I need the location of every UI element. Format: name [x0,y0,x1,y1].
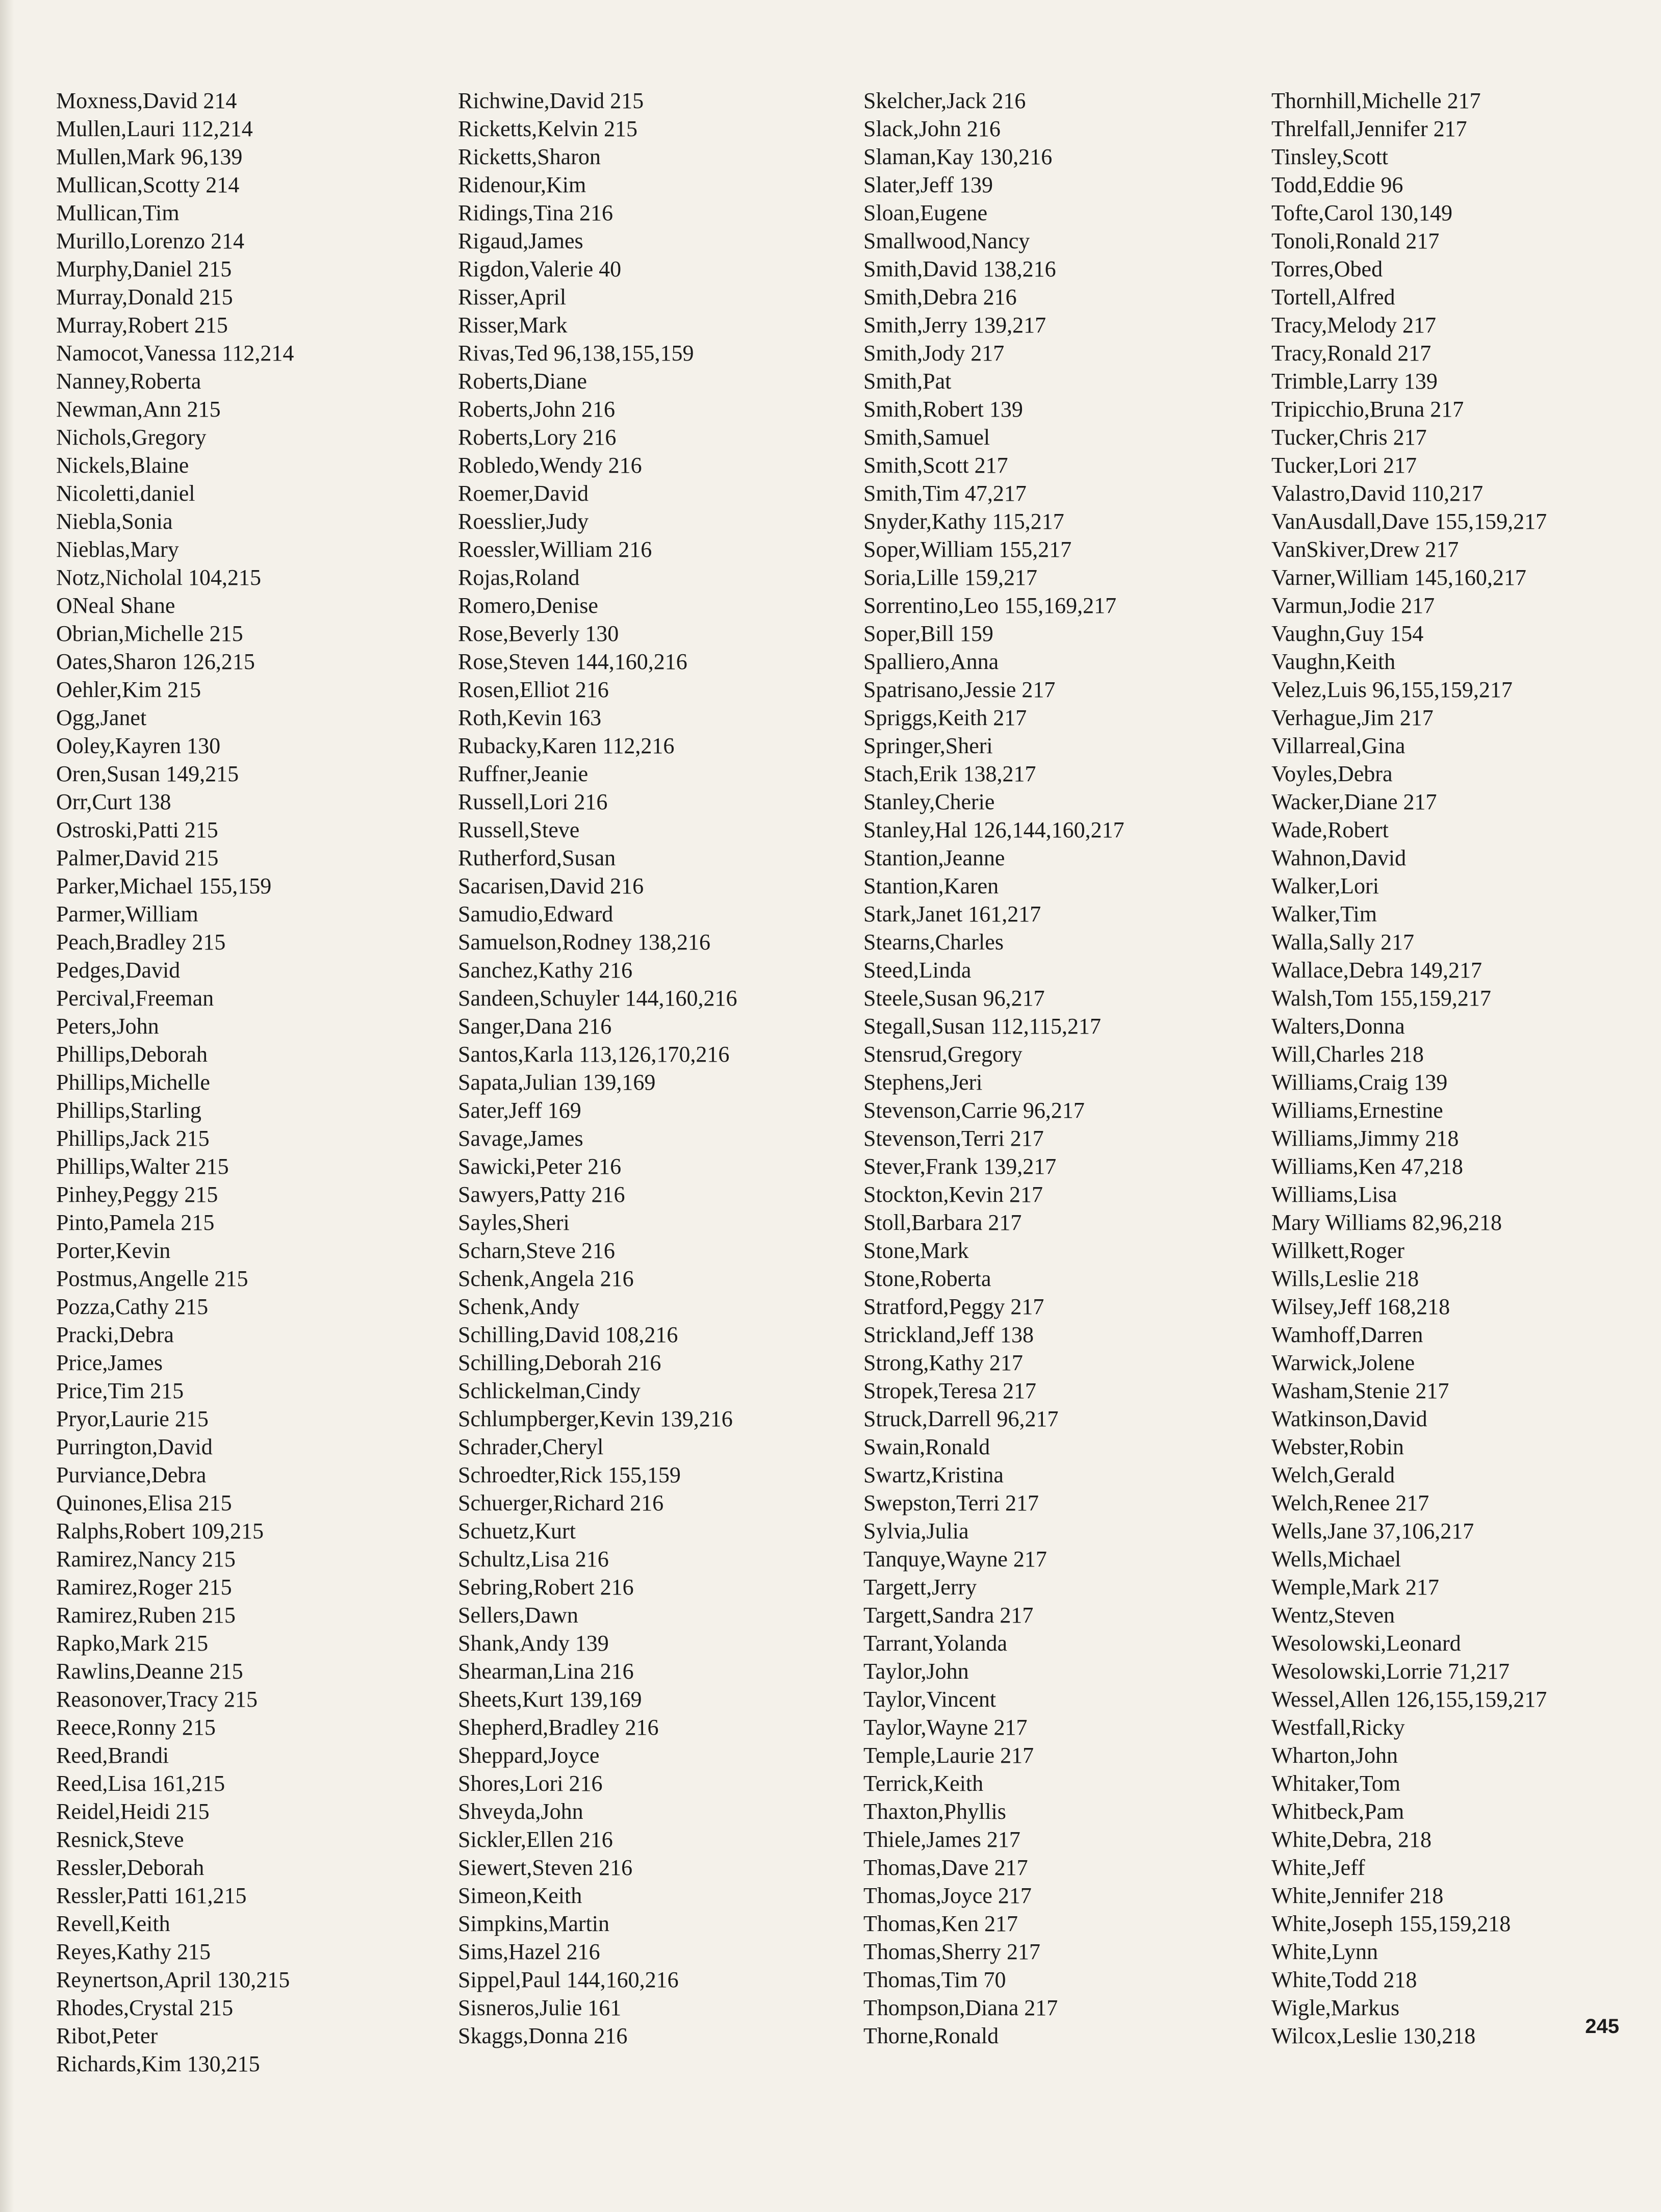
index-entry: Walker,Tim [1271,902,1377,927]
index-entry: Siewert,Steven 216 [458,1855,633,1880]
index-entry: Stratford,Peggy 217 [863,1294,1044,1319]
index-entry: Simpkins,Martin [458,1911,610,1936]
index-entry: Murray,Donald 215 [56,285,233,310]
index-entry: Schultz,Lisa 216 [458,1547,609,1572]
index-entry: Welch,Renee 217 [1271,1490,1429,1515]
index-entry: Murray,Robert 215 [56,313,228,338]
index-entry: Tracy,Ronald 217 [1271,341,1432,366]
index-entry: Voyles,Debra [1271,761,1393,786]
index-entry: Soria,Lille 159,217 [863,565,1037,590]
index-entry: Williams,Ken 47,218 [1271,1154,1463,1179]
index-entry: Tripicchio,Bruna 217 [1271,397,1464,422]
index-entry: Schenk,Angela 216 [458,1266,634,1291]
index-entry: Trimble,Larry 139 [1271,369,1438,394]
index-entry: Walker,Lori [1271,873,1379,898]
index-entry: Williams,Craig 139 [1271,1070,1448,1095]
index-entry: White,Joseph 155,159,218 [1271,1911,1511,1936]
index-entry: Palmer,David 215 [56,845,219,870]
index-entry: Schuetz,Kurt [458,1519,576,1544]
index-entry: Reed,Lisa 161,215 [56,1771,225,1796]
index-entry: Stevenson,Terri 217 [863,1126,1044,1151]
index-entry: Vaughn,Keith [1271,649,1396,674]
index-entry: Sapata,Julian 139,169 [458,1070,656,1095]
index-entry: Wilcox,Leslie 130,218 [1271,2023,1476,2048]
index-entry: Nieblas,Mary [56,537,179,562]
index-entry: Tortell,Alfred [1271,285,1395,310]
index-entry: Mullican,Tim [56,200,180,225]
index-entry: Spatrisano,Jessie 217 [863,677,1056,702]
index-entry: Varmun,Jodie 217 [1271,593,1435,618]
index-entry: Velez,Luis 96,155,159,217 [1271,677,1513,702]
index-entry: Sandeen,Schuyler 144,160,216 [458,986,737,1011]
index-entry: Phillips,Deborah [56,1042,208,1067]
index-entry: Soper,William 155,217 [863,537,1072,562]
index-entry: Sanchez,Kathy 216 [458,958,633,983]
index-entry: Taylor,Wayne 217 [863,1715,1028,1740]
index-entry: Slaman,Kay 130,216 [863,144,1053,169]
index-entry: Price,Tim 215 [56,1378,184,1403]
index-entry: Stantion,Jeanne [863,845,1005,870]
index-entry: Thornhill,Michelle 217 [1271,88,1481,113]
index-entry: Pinhey,Peggy 215 [56,1182,218,1207]
index-entry: Stensrud,Gregory [863,1042,1023,1067]
index-entry: Smith,Tim 47,217 [863,481,1027,506]
index-entry: Torres,Obed [1271,256,1383,281]
index-entry: Tofte,Carol 130,149 [1271,200,1452,225]
index-entry: Wallace,Debra 149,217 [1271,958,1483,983]
index-entry: White,Lynn [1271,1939,1378,1964]
index-entry: Rosen,Elliot 216 [458,677,609,702]
index-entry: Shearman,Lina 216 [458,1659,634,1684]
index-entry: Mary Williams 82,96,218 [1271,1210,1502,1235]
index-entry: Percival,Freeman [56,986,214,1011]
index-entry: Phillips,Walter 215 [56,1154,229,1179]
index-entry: Shepherd,Bradley 216 [458,1715,659,1740]
index-entry: VanAusdall,Dave 155,159,217 [1271,509,1547,534]
index-entry: Moxness,David 214 [56,88,237,113]
index-entry: Schilling,Deborah 216 [458,1350,661,1375]
index-entry: Smith,David 138,216 [863,256,1056,281]
index-entry: Todd,Eddie 96 [1271,172,1403,197]
index-entry: Smith,Pat [863,369,952,394]
index-entry: Tanquye,Wayne 217 [863,1547,1047,1572]
index-entry: Wentz,Steven [1271,1603,1395,1628]
index-entry: Schuerger,Richard 216 [458,1490,664,1515]
index-entry: Ramirez,Nancy 215 [56,1547,236,1572]
index-entry: Wilsey,Jeff 168,218 [1271,1294,1450,1319]
index-entry: Wesolowski,Leonard [1271,1631,1461,1656]
index-entry: Orr,Curt 138 [56,789,171,814]
index-entry: Nanney,Roberta [56,369,201,394]
index-entry: Ridenour,Kim [458,172,586,197]
index-entry: Ooley,Kayren 130 [56,733,221,758]
index-entry: Scharn,Steve 216 [458,1238,615,1263]
index-entry: Sylvia,Julia [863,1519,969,1544]
index-entry: White,Jennifer 218 [1271,1883,1444,1908]
index-entry: Thomas,Ken 217 [863,1911,1018,1936]
index-entry: Rojas,Roland [458,565,580,590]
index-entry: Stanley,Hal 126,144,160,217 [863,817,1125,842]
index-entry: Slater,Jeff 139 [863,172,993,197]
index-column-4 [1271,87,1659,2050]
index-entry: Ramirez,Ruben 215 [56,1603,236,1628]
index-entry: Roemer,David [458,481,589,506]
index-entry: Ramirez,Roger 215 [56,1575,232,1600]
index-entry: Postmus,Angelle 215 [56,1266,248,1291]
index-entry: Schroedter,Rick 155,159 [458,1462,681,1487]
index-entry: Reynertson,April 130,215 [56,1967,290,1992]
index-entry: Wills,Leslie 218 [1271,1266,1419,1291]
index-entry: Shveyda,John [458,1799,583,1824]
index-entry: Peach,Bradley 215 [56,930,226,955]
index-entry: Wahnon,David [1271,845,1407,870]
index-entry: Welch,Gerald [1271,1462,1395,1487]
index-entry: Oates,Sharon 126,215 [56,649,255,674]
index-entry: Threlfall,Jennifer 217 [1271,116,1467,141]
index-entry: Wamhoff,Darren [1271,1322,1423,1347]
index-entry: Santos,Karla 113,126,170,216 [458,1042,730,1067]
index-entry: Williams,Jimmy 218 [1271,1126,1459,1151]
index-entry: Valastro,David 110,217 [1271,481,1484,506]
index-entry: Ralphs,Robert 109,215 [56,1519,264,1544]
index-entry: Tucker,Lori 217 [1271,453,1417,478]
index-entry: Sheppard,Joyce [458,1743,600,1768]
index-column-3 [863,87,1251,2050]
index-entry: Smith,Jerry 139,217 [863,313,1046,338]
index-entry: Wessel,Allen 126,155,159,217 [1271,1687,1547,1712]
index-entry: Thompson,Diana 217 [863,1995,1058,2020]
index-entry: Nichols,Gregory [56,425,207,450]
index-entry: Phillips,Jack 215 [56,1126,210,1151]
index-entry: Smith,Robert 139 [863,397,1023,422]
index-entry: Tucker,Chris 217 [1271,425,1427,450]
index-column-2 [458,87,846,2050]
index-entry: Wacker,Diane 217 [1271,789,1437,814]
index-entry: Parmer,William [56,902,198,927]
index-entry: Thomas,Joyce 217 [863,1883,1032,1908]
index-entry: Stone,Mark [863,1238,969,1263]
index-entry: Rose,Beverly 130 [458,621,619,646]
index-entry: Revell,Keith [56,1911,170,1936]
index-entry: Stockton,Kevin 217 [863,1182,1043,1207]
index-entry: Ruffner,Jeanie [458,761,589,786]
index-entry: Reyes,Kathy 215 [56,1939,211,1964]
index-entry: Oren,Susan 149,215 [56,761,239,786]
index-entry: Parker,Michael 155,159 [56,873,272,898]
index-entry: Washam,Stenie 217 [1271,1378,1449,1403]
index-entry: Stevenson,Carrie 96,217 [863,1098,1085,1123]
index-entry: Ostroski,Patti 215 [56,817,218,842]
index-entry: Schlickelman,Cindy [458,1378,641,1403]
index-entry: Simeon,Keith [458,1883,582,1908]
index-entry: Walters,Donna [1271,1014,1405,1039]
index-entry: Reidel,Heidi 215 [56,1799,210,1824]
index-entry: Roberts,Lory 216 [458,425,617,450]
index-entry: Steed,Linda [863,958,972,983]
index-entry: Shank,Andy 139 [458,1631,609,1656]
page-number: 245 [1585,2015,1619,2038]
index-entry: Reed,Brandi [56,1743,169,1768]
index-entry: Resnick,Steve [56,1827,184,1852]
index-entry: Wemple,Mark 217 [1271,1575,1439,1600]
index-entry: Risser,Mark [458,313,568,338]
index-entry: Thaxton,Phyllis [863,1799,1006,1824]
index-entry: Ogg,Janet [56,705,147,730]
index-entry: Wells,Jane 37,106,217 [1271,1519,1474,1544]
index-entry: Thomas,Tim 70 [863,1967,1006,1992]
index-entry: Westfall,Ricky [1271,1715,1405,1740]
index-entry: Pedges,David [56,958,181,983]
index-entry: Taylor,Vincent [863,1687,996,1712]
index-entry: Robledo,Wendy 216 [458,453,642,478]
index-entry: Stearns,Charles [863,930,1004,955]
index-entry: Sloan,Eugene [863,200,988,225]
index-entry: Stephens,Jeri [863,1070,983,1095]
index-entry: Sawyers,Patty 216 [458,1182,625,1207]
index-entry: Sisneros,Julie 161 [458,1995,622,2020]
index-entry: Stark,Janet 161,217 [863,902,1041,927]
index-entry: Varner,William 145,160,217 [1271,565,1526,590]
index-entry: Pryor,Laurie 215 [56,1406,209,1431]
index-entry: Mullen,Lauri 112,214 [56,116,253,141]
index-entry: Price,James [56,1350,163,1375]
index-entry: Tarrant,Yolanda [863,1631,1008,1656]
index-entry: Skelcher,Jack 216 [863,88,1026,113]
index-entry: Tracy,Melody 217 [1271,313,1437,338]
index-entry: Sims,Hazel 216 [458,1939,600,1964]
index-entry: Vaughn,Guy 154 [1271,621,1424,646]
index-entry: Watkinson,David [1271,1406,1427,1431]
index-entry: Schrader,Cheryl [458,1434,604,1459]
index-entry: Newman,Ann 215 [56,397,221,422]
index-entry: Phillips,Michelle [56,1070,210,1095]
index-entry: Strickland,Jeff 138 [863,1322,1034,1347]
index-entry: Thomas,Dave 217 [863,1855,1028,1880]
index-entry: Wells,Michael [1271,1547,1401,1572]
index-entry: Pinto,Pamela 215 [56,1210,215,1235]
index-entry: Mullican,Scotty 214 [56,172,240,197]
index-entry: Sorrentino,Leo 155,169,217 [863,593,1117,618]
index-entry: Struck,Darrell 96,217 [863,1406,1059,1431]
index-entry: Rhodes,Crystal 215 [56,1995,234,2020]
index-entry: Stropek,Teresa 217 [863,1378,1037,1403]
index-entry: Obrian,Michelle 215 [56,621,243,646]
index-entry: Stoll,Barbara 217 [863,1210,1022,1235]
index-entry: White,Todd 218 [1271,1967,1417,1992]
index-entry: Savage,James [458,1126,583,1151]
index-entry: Schenk,Andy [458,1294,580,1319]
index-entry: Stegall,Susan 112,115,217 [863,1014,1102,1039]
index-entry: Mullen,Mark 96,139 [56,144,243,169]
index-entry: Sellers,Dawn [458,1603,578,1628]
index-entry: White,Debra, 218 [1271,1827,1432,1852]
page-gutter-shadow [0,0,14,2212]
index-entry: Notz,Nicholal 104,215 [56,565,262,590]
index-entry: Shores,Lori 216 [458,1771,603,1796]
index-entry: Sheets,Kurt 139,169 [458,1687,642,1712]
index-entry: Stever,Frank 139,217 [863,1154,1057,1179]
index-entry: Roth,Kevin 163 [458,705,602,730]
index-entry: Pozza,Cathy 215 [56,1294,209,1319]
index-entry: Sickler,Ellen 216 [458,1827,613,1852]
index-entry: ONeal Shane [56,593,175,618]
index-entry: Spalliero,Anna [863,649,999,674]
index-entry: Ricketts,Kelvin 215 [458,116,637,141]
index-entry: Sebring,Robert 216 [458,1575,634,1600]
index-entry: Sawicki,Peter 216 [458,1154,622,1179]
index-entry: Wigle,Markus [1271,1995,1400,2020]
index-entry: Williams,Ernestine [1271,1098,1443,1123]
index-entry: Sacarisen,David 216 [458,873,644,898]
index-entry: Smith,Debra 216 [863,285,1017,310]
index-entry: Ricketts,Sharon [458,144,601,169]
index-entry: Wade,Robert [1271,817,1389,842]
index-entry: Risser,April [458,285,567,310]
index-entry: Sayles,Sheri [458,1210,570,1235]
index-entry: Swepston,Terri 217 [863,1490,1039,1515]
index-entry: Quinones,Elisa 215 [56,1490,232,1515]
index-entry: Roberts,John 216 [458,397,615,422]
index-entry: Pracki,Debra [56,1322,174,1347]
index-entry: Nicoletti,daniel [56,481,195,506]
index-entry: Romero,Denise [458,593,598,618]
index-entry: Warwick,Jolene [1271,1350,1415,1375]
index-entry: Stone,Roberta [863,1266,991,1291]
index-entry: Williams,Lisa [1271,1182,1397,1207]
index-entry: Ridings,Tina 216 [458,200,614,225]
index-entry: Smallwood,Nancy [863,228,1030,253]
index-entry: Roesslier,Judy [458,509,589,534]
index-entry: Springer,Sheri [863,733,993,758]
index-entry: Richards,Kim 130,215 [56,2051,260,2076]
index-entry: Ribot,Peter [56,2023,158,2048]
index-entry: Thiele,James 217 [863,1827,1020,1852]
index-entry: Wharton,John [1271,1743,1398,1768]
index-entry: Nickels,Blaine [56,453,189,478]
index-entry: Snyder,Kathy 115,217 [863,509,1064,534]
index-entry: Rubacky,Karen 112,216 [458,733,675,758]
index-entry: Sanger,Dana 216 [458,1014,612,1039]
index-entry: Will,Charles 218 [1271,1042,1424,1067]
index-entry: Ressler,Deborah [56,1855,205,1880]
index-entry: Schilling,David 108,216 [458,1322,678,1347]
index-entry: Purrington,David [56,1434,213,1459]
index-entry: Reece,Ronny 215 [56,1715,216,1740]
index-entry: Smith,Jody 217 [863,341,1005,366]
index-entry: Steele,Susan 96,217 [863,986,1045,1011]
index-column-1 [56,87,444,2078]
index-entry: Slack,John 216 [863,116,1001,141]
index-entry: Murphy,Daniel 215 [56,256,232,281]
index-entry: Niebla,Sonia [56,509,173,534]
index-entry: Murillo,Lorenzo 214 [56,228,245,253]
index-entry: Rigaud,James [458,228,583,253]
index-entry: Targett,Sandra 217 [863,1603,1034,1628]
index-entry: Walla,Sally 217 [1271,930,1414,955]
index-entry: Smith,Samuel [863,425,990,450]
index-entry: Sater,Jeff 169 [458,1098,581,1123]
index-entry: Tonoli,Ronald 217 [1271,228,1440,253]
index-entry: Schlumpberger,Kevin 139,216 [458,1406,733,1431]
index-entry: Skaggs,Donna 216 [458,2023,628,2048]
index-entry: Samudio,Edward [458,902,614,927]
index-entry: Whitaker,Tom [1271,1771,1400,1796]
index-entry: Purviance,Debra [56,1462,207,1487]
index-entry: Samuelson,Rodney 138,216 [458,930,710,955]
index-entry: Swartz,Kristina [863,1462,1004,1487]
index-entry: Webster,Robin [1271,1434,1404,1459]
index-entry: Walsh,Tom 155,159,217 [1271,986,1491,1011]
index-entry: Whitbeck,Pam [1271,1799,1404,1824]
index-entry: Swain,Ronald [863,1434,990,1459]
index-entry: Rivas,Ted 96,138,155,159 [458,341,694,366]
index-entry: Tinsley,Scott [1271,144,1389,169]
index-entry: Roessler,William 216 [458,537,652,562]
index-entry: Smith,Scott 217 [863,453,1008,478]
index-entry: Russell,Lori 216 [458,789,608,814]
index-entry: Wesolowski,Lorrie 71,217 [1271,1659,1510,1684]
index-entry: Temple,Laurie 217 [863,1743,1034,1768]
index-entry: Roberts,Diane [458,369,587,394]
index-entry: Rutherford,Susan [458,845,616,870]
index-entry: Soper,Bill 159 [863,621,993,646]
index-entry: Richwine,David 215 [458,88,644,113]
index-entry: Rigdon,Valerie 40 [458,256,622,281]
index-entry: Rawlins,Deanne 215 [56,1659,243,1684]
index-entry: White,Jeff [1271,1855,1365,1880]
index-entry: Terrick,Keith [863,1771,984,1796]
index-entry: Ressler,Patti 161,215 [56,1883,247,1908]
index-entry: Taylor,John [863,1659,969,1684]
index-entry: Rose,Steven 144,160,216 [458,649,687,674]
index-entry: Strong,Kathy 217 [863,1350,1023,1375]
index-entry: Rapko,Mark 215 [56,1631,209,1656]
index-entry: VanSkiver,Drew 217 [1271,537,1459,562]
index-entry: Phillips,Starling [56,1098,201,1123]
index-entry: Russell,Steve [458,817,580,842]
index-entry: Thorne,Ronald [863,2023,999,2048]
index-entry: Targett,Jerry [863,1575,977,1600]
index-entry: Stantion,Karen [863,873,999,898]
index-entry: Reasonover,Tracy 215 [56,1687,258,1712]
index-entry: Willkett,Roger [1271,1238,1404,1263]
index-entry: Thomas,Sherry 217 [863,1939,1041,1964]
index-entry: Stach,Erik 138,217 [863,761,1036,786]
index-entry: Verhague,Jim 217 [1271,705,1434,730]
index-entry: Stanley,Cherie [863,789,995,814]
index-entry: Peters,John [56,1014,159,1039]
index-entry: Spriggs,Keith 217 [863,705,1027,730]
index-entry: Namocot,Vanessa 112,214 [56,341,294,366]
index-entry: Sippel,Paul 144,160,216 [458,1967,679,1992]
index-entry: Villarreal,Gina [1271,733,1406,758]
index-entry: Porter,Kevin [56,1238,171,1263]
index-entry: Oehler,Kim 215 [56,677,201,702]
